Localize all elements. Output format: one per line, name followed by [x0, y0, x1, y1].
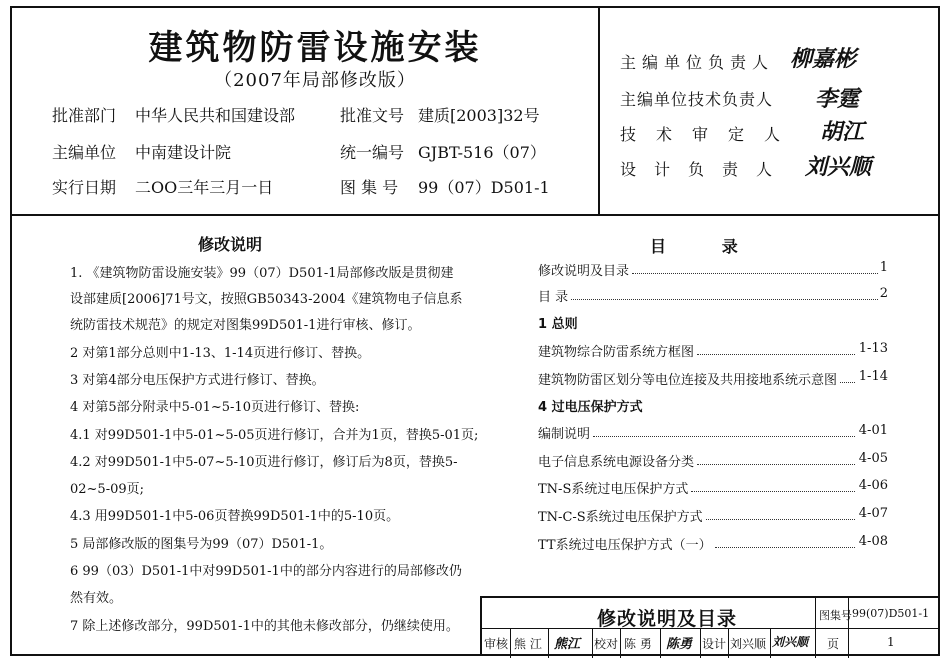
approval-doc-label: 批准文号	[340, 106, 405, 125]
toc-heading: 目 录	[650, 237, 738, 256]
toc-section-heading: 1 总则	[538, 317, 578, 332]
note-line: 4.2 对99D501-1中5-07~5-10页进行修订，修订后为8页，替换5-	[70, 455, 458, 470]
toc-leader-dots	[715, 547, 855, 548]
chief-unit-label: 主编单位	[52, 143, 117, 162]
atlas-title: 建筑物防雷设施安装	[148, 28, 482, 68]
note-line: 7 除上述修改部分，99D501-1中的其他未修改部分，仍继续使用。	[70, 619, 459, 634]
note-line: 6 99（03）D501-1中对99D501-1中的部分内容进行的局部修改仍	[70, 564, 462, 579]
review-name: 熊 江	[514, 637, 542, 651]
page-number: 1	[887, 635, 895, 649]
toc-entry[interactable]: TN-S系统过电压保护方式	[538, 482, 689, 497]
toc-entry[interactable]: 编制说明	[538, 427, 591, 442]
toc-page-number: 4-06	[858, 478, 888, 493]
toc-entry[interactable]: 建筑物综合防雷系统方框图	[538, 345, 695, 360]
title-block-atlas-label: 图集号	[819, 609, 852, 622]
note-line: 统防雷技术规范》的规定对图集99D501-1进行审核、修订。	[70, 318, 421, 333]
toc-entry[interactable]: TN-C-S系统过电压保护方式	[538, 510, 703, 525]
effective-date-value: 二OO三年三月一日	[135, 178, 274, 197]
toc-leader-dots	[697, 464, 855, 465]
toc-entry[interactable]: 电子信息系统电源设备分类	[538, 455, 695, 470]
tech-head-signature: 李霆	[815, 86, 860, 112]
chief-unit-value: 中南建设计院	[135, 143, 232, 162]
atlas-no-value: 99（07）D501-1	[418, 178, 550, 197]
note-line: 4.3 用99D501-1中5-06页替换99D501-1中的5-10页。	[70, 509, 400, 524]
header-divider	[12, 214, 938, 216]
note-line: 1. 《建筑物防雷设施安装》99（07）D501-1局部修改版是贯彻建	[70, 266, 454, 281]
note-line: 3 对第4部分电压保护方式进行修订、替换。	[70, 373, 325, 388]
header-vertical-divider	[598, 8, 600, 214]
toc-leader-dots	[593, 436, 855, 437]
toc-leader-dots	[571, 299, 877, 300]
toc-leader-dots	[706, 519, 855, 520]
toc-leader-dots	[632, 273, 877, 274]
check-name: 陈 勇	[624, 637, 652, 651]
toc-page-number: 1-13	[858, 341, 888, 356]
toc-page-number: 4-08	[858, 534, 888, 549]
unified-no-value: GJBT-516（07）	[418, 143, 546, 162]
check-label: 校对	[594, 637, 619, 651]
toc-page-number: 1-14	[858, 369, 888, 384]
toc-leader-dots	[697, 354, 855, 355]
toc-page-number: 2	[879, 286, 888, 301]
review-signature: 熊江	[554, 637, 581, 652]
title-block-atlas-value: 99(07)D501-1	[852, 607, 930, 620]
note-line: 4 对第5部分附录中5-01~5-10页进行修订、替换:	[70, 400, 360, 415]
note-line: 2 对第1部分总则中1-13、1-14页进行修订、替换。	[70, 346, 371, 361]
design-signature: 刘兴顺	[772, 635, 809, 649]
approval-dept-label: 批准部门	[52, 106, 117, 125]
design-name: 刘兴顺	[730, 637, 767, 651]
notes-heading: 修改说明	[198, 235, 263, 254]
title-block-title: 修改说明及目录	[596, 608, 737, 630]
toc-section-heading: 4 过电压保护方式	[538, 400, 643, 415]
toc-page-number: 4-01	[858, 423, 888, 438]
toc-entry[interactable]: 修改说明及目录	[538, 264, 630, 279]
toc-page-number: 4-05	[858, 451, 888, 466]
unified-no-label: 统一编号	[340, 143, 405, 162]
toc-page-number: 1	[879, 260, 888, 275]
tech-reviewer-signature: 胡江	[820, 119, 865, 145]
note-line: 5 局部修改版的图集号为99（07）D501-1。	[70, 537, 333, 552]
atlas-no-label: 图 集 号	[340, 178, 399, 197]
tech-reviewer-label: 技术审定人	[620, 125, 801, 144]
note-line: 设部建质[2006]71号文，按照GB50343-2004《建筑物电子信息系	[70, 292, 463, 307]
approval-dept-value: 中华人民共和国建设部	[135, 106, 296, 125]
chief-unit-head-label: 主编单位负责人	[620, 53, 775, 72]
toc-entry[interactable]: 建筑物防雷区划分等电位连接及共用接地系统示意图	[538, 373, 838, 388]
page-label: 页	[827, 637, 840, 651]
note-line: 4.1 对99D501-1中5-01~5-05页进行修订，合并为1页，替换5-01页;	[70, 428, 479, 443]
review-label: 审核	[484, 637, 509, 651]
atlas-subtitle: （2007年局部修改版）	[214, 70, 416, 91]
toc-leader-dots	[691, 491, 855, 492]
chief-unit-head-signature: 柳嘉彬	[790, 46, 857, 72]
design-head-signature: 刘兴顺	[805, 154, 872, 180]
toc-entry[interactable]: 目 录	[538, 290, 569, 305]
effective-date-label: 实行日期	[52, 178, 117, 197]
approval-doc-value: 建质[2003]32号	[418, 106, 540, 125]
tech-head-label: 主编单位技术负责人	[620, 90, 774, 109]
toc-page-number: 4-07	[858, 506, 888, 521]
check-signature: 陈勇	[666, 637, 693, 652]
design-label: 设计	[702, 637, 727, 651]
note-line: 然有效。	[70, 591, 123, 606]
toc-entry[interactable]: TT系统过电压保护方式（一）	[538, 538, 712, 553]
note-line: 02~5-09页;	[70, 482, 145, 497]
title-block	[480, 596, 940, 656]
design-head-label: 设计负责人	[620, 160, 791, 179]
